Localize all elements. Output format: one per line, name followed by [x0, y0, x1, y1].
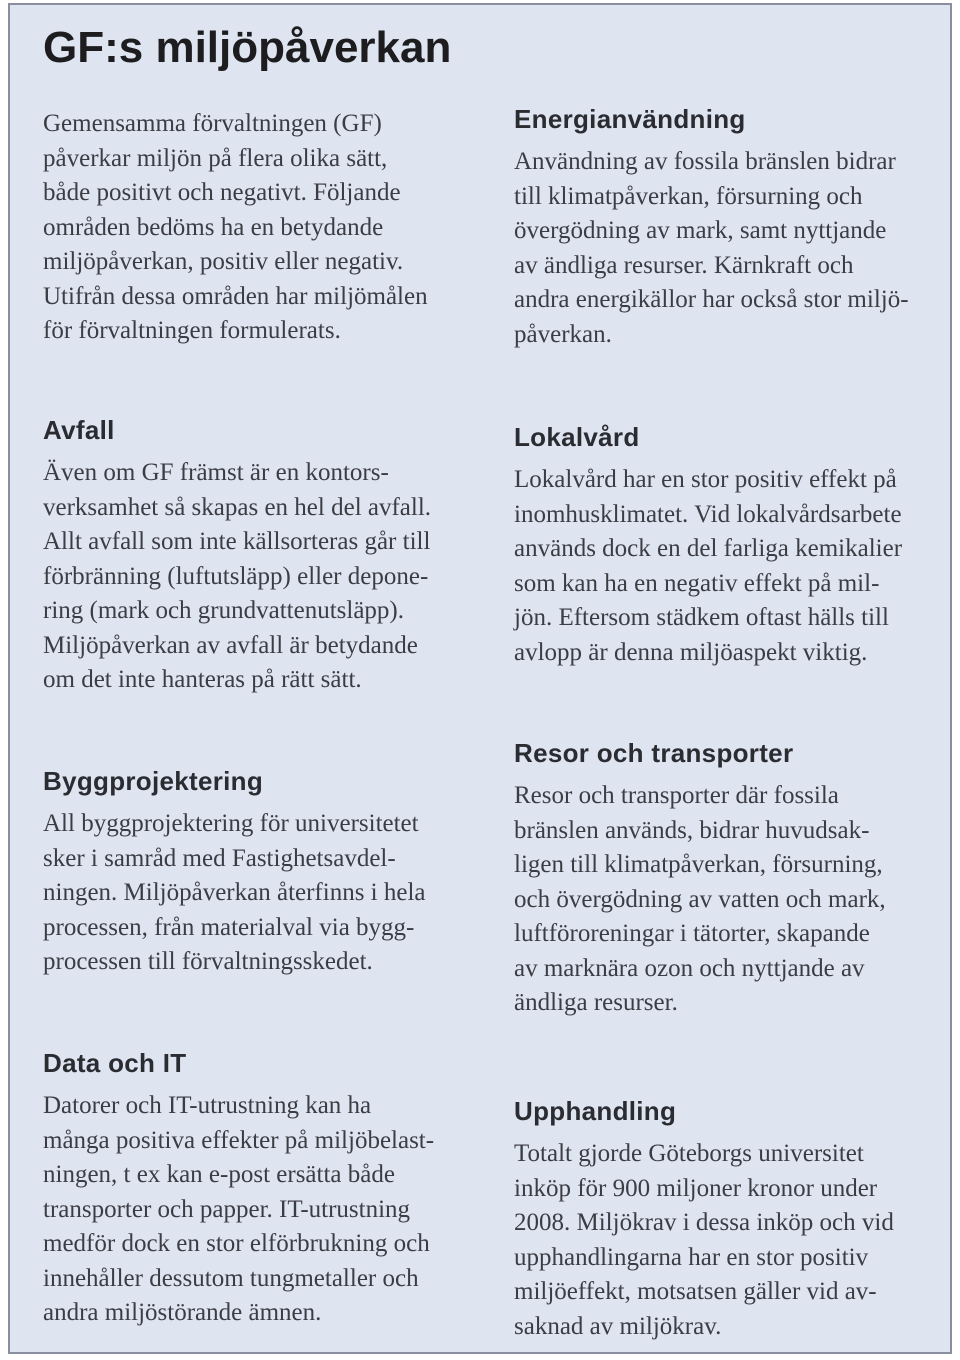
- section-heading: Avfall: [43, 415, 115, 445]
- section-upphandling: [514, 1095, 954, 1344]
- section-body: Även om GF främst är en kontors- verksamhet så skapas en hel del avfall. Allt avfall som inte källsorteras går till förbränning (luftutsläpp) eller depone- ring (mark och grundvattenutsläpp). Miljöpåverkan av avfall är betydande om det inte hanteras på rätt sätt.: [43, 459, 432, 693]
- section-energianvandning: [514, 103, 954, 352]
- intro-text: Gemensamma förvaltningen (GF) påverkar miljön på flera olika sätt, både positivt och negativt. Följande områden bedöms ha en betydande miljöpåverkan, positiv eller negativ. Utifrån dessa områden har miljömålen för förvaltningen formulerats.: [43, 110, 428, 344]
- page-title: GF:s miljöpåverkan: [43, 23, 452, 72]
- info-panel: [8, 3, 952, 1354]
- intro-section: [43, 107, 483, 349]
- section-body: Användning av fossila bränslen bidrar till klimatpåverkan, försurning och övergödning av mark, samt nyttjande av ändliga resurser. Kärnkraft och andra energikällor har också stor miljö- påverkan.: [514, 148, 909, 348]
- section-body: Datorer och IT-utrustning kan ha många positiva effekter på miljöbelast- ningen, t ex kan e-post ersätta både transporter och papper. IT-utrustning medför dock en stor elförbrukning och innehåller dessutom tungmetaller och andra miljöstörande ämnen.: [43, 1092, 435, 1326]
- section-byggprojektering: [43, 765, 483, 980]
- section-heading: Resor och transporter: [514, 738, 794, 768]
- section-data-och-it: [43, 1047, 483, 1331]
- section-resor-och-transporter: [514, 737, 954, 1021]
- section-heading: Upphandling: [514, 1096, 677, 1126]
- section-avfall: [43, 414, 483, 698]
- section-heading: Data och IT: [43, 1048, 187, 1078]
- section-heading: Lokalvård: [514, 422, 640, 452]
- section-heading: Byggprojektering: [43, 766, 264, 796]
- section-lokalvard: [514, 421, 954, 670]
- section-body: Totalt gjorde Göteborgs universitet inköp för 900 miljoner kronor under 2008. Miljökrav i dessa inköp och vid upphandlingarna har en stor positiv miljöeffekt, motsatsen gäller vid av- saknad av miljökrav.: [514, 1140, 894, 1340]
- section-body: Resor och transporter där fossila bränslen används, bidrar huvudsak- ligen till klimatpåverkan, försurning, och övergödning av vatten och mark, luftföroreningar i tätorter, skapande av marknära ozon och nyttjande av ändliga resurser.: [514, 782, 886, 1016]
- section-body: Lokalvård har en stor positiv effekt på inomhusklimatet. Vid lokalvårdsarbete används dock en del farliga kemikalier som kan ha en negativ effekt på mil- jön. Eftersom städkem oftast hälls till avlopp är denna miljöaspekt viktig.: [514, 466, 903, 666]
- section-body: All byggprojektering för universitetet sker i samråd med Fastighetsavdel- ningen. Miljöpåverkan återfinns i hela processen, från materialval via bygg- processen till förvaltningsskedet.: [43, 810, 426, 975]
- section-heading: Energianvändning: [514, 104, 746, 134]
